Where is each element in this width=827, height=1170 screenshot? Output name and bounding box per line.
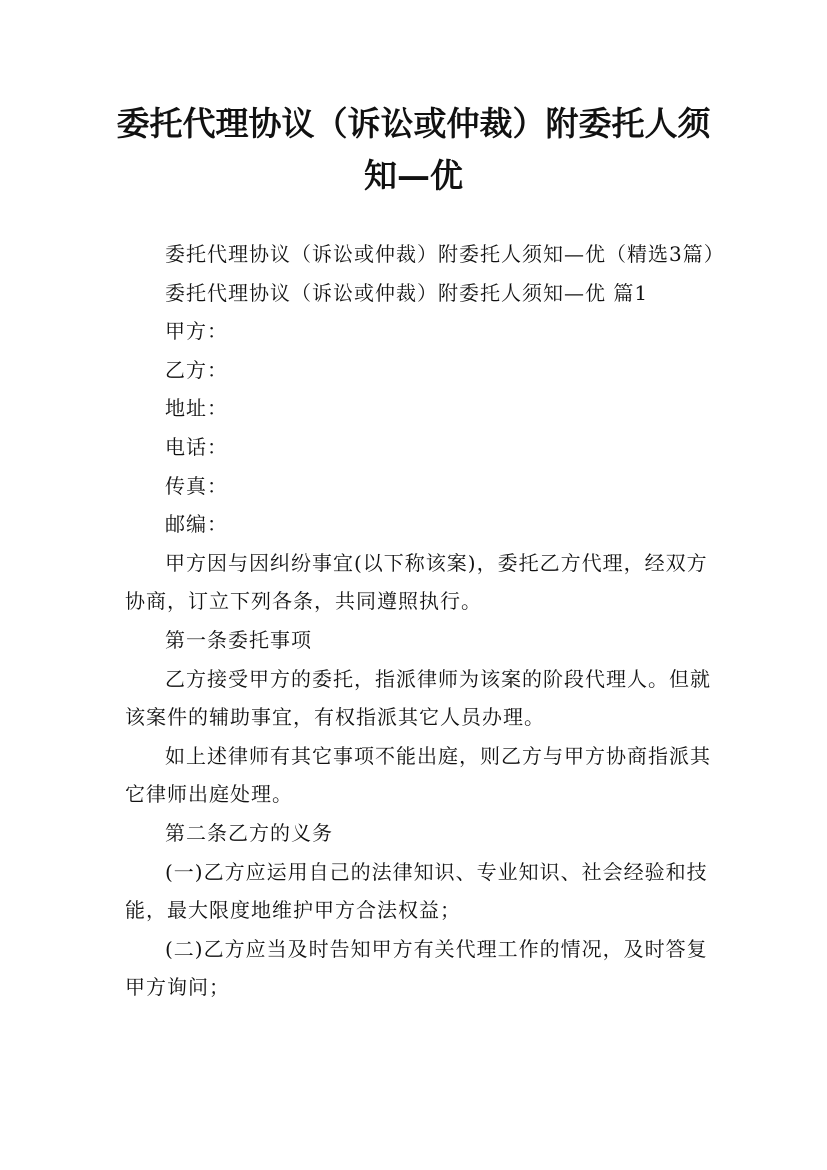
document-body: [125, 235, 725, 1007]
document-title: 委托代理协议（诉讼或仲裁）附委托人须知—优: [116, 104, 711, 195]
paragraph-section-heading: 委托代理协议（诉讼或仲裁）附委托人须知—优 篇1: [165, 280, 649, 305]
article-1-paragraph: 乙方接受甲方的委托，指派律师为该案的阶段代理人。但就该案件的辅助事宜，有权指派其它人员办理。: [125, 666, 711, 730]
paragraph-preamble: 甲方因与因纠纷事宜(以下称该案)，委托乙方代理，经双方协商，订立下列各条，共同遵照执行。: [125, 550, 708, 614]
article-1-heading: 第一条委托事项: [165, 627, 312, 652]
article-2-heading: 第二条乙方的义务: [165, 820, 333, 845]
field-address: 地址：: [165, 396, 228, 421]
field-party-a: 甲方：: [165, 319, 228, 344]
field-fax: 传真：: [165, 473, 228, 498]
article-2-item: (二)乙方应当及时告知甲方有关代理工作的情况，及时答复甲方询问；: [125, 936, 708, 1000]
article-1-paragraph: 如上述律师有其它事项不能出庭，则乙方与甲方协商指派其它律师出庭处理。: [125, 743, 711, 807]
field-phone: 电话：: [165, 434, 228, 459]
paragraph-intro: 委托代理协议（诉讼或仲裁）附委托人须知—优（精选3篇）: [165, 242, 725, 266]
field-postcode: 邮编：: [165, 512, 228, 537]
article-2-item: (一)乙方应运用自己的法律知识、专业知识、社会经验和技能，最大限度地维护甲方合法权益；: [125, 859, 708, 923]
field-party-b: 乙方：: [165, 357, 228, 382]
